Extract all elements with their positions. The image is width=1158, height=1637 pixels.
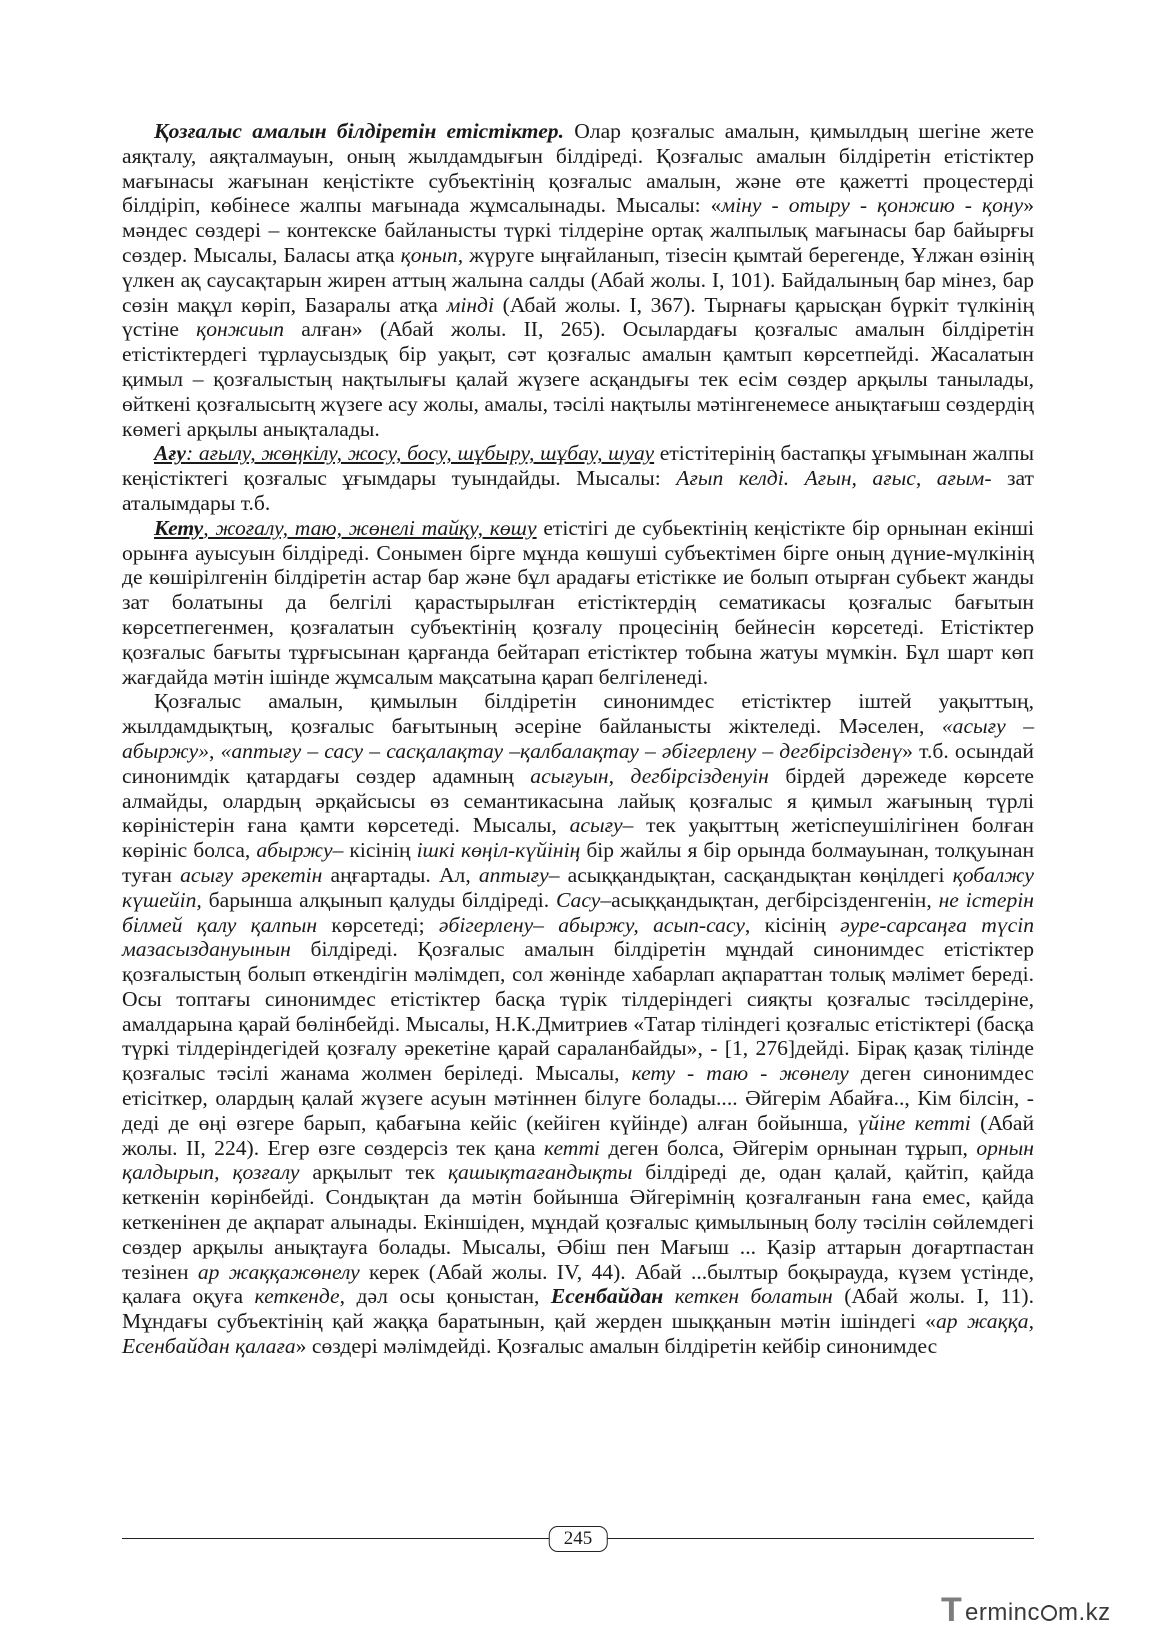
text-run: Есенбайдан — [550, 1284, 664, 1309]
page-footer — [122, 1524, 1034, 1554]
text-run: міну - отыру - қонжию - қону — [721, 193, 1024, 218]
text-run: әуре-сарсаңға түсіп мазасыздануынын — [122, 912, 1034, 962]
text-run: – асыққандықтан, сасқандықтан көңілдегі — [548, 862, 953, 887]
text-run: , дәл осы қоныстан, — [339, 1284, 551, 1309]
text-run: кеткенде — [254, 1284, 340, 1309]
text-run: орнын қалдырып, қозғалу — [122, 1135, 1034, 1185]
text-run: » т.б. осындай синонимдік қатардағы сөздер адамның — [122, 738, 1034, 788]
text-run: – тек уақыттың жетіспеушілігінен болған көрініс болса, — [122, 813, 1034, 863]
text-run: қобалжу күшейіп, — [122, 862, 1034, 912]
text-run: жүруге ыңғайланып, тізесін қымтай берегенде, Ұлжан өзінің үлкен ақ саусақтарын жирен аттың жалына салды (Абай жолы. І, 101). Байдалының бар мінез, бар сөзін мақұл көріп, Базаралы атқа — [122, 242, 1034, 317]
text-run: , жоғалу, таю, жөнелі тайқу, көшу — [203, 515, 537, 540]
text-run: қашықтағандықты — [447, 1160, 633, 1185]
text-run: көрсетеді; — [317, 912, 439, 937]
text-run: әбігерлену– абыржу, асып-сасу — [438, 912, 745, 937]
text-run: (Абай жолы. І, 11). Мұндағы субъектінің қай жаққа баратынын, қай жерден шыққанын мәтін ішіндегі « — [122, 1284, 1034, 1334]
text-run: барынша алқынып қалуды білдіреді. — [201, 887, 556, 912]
text-run: Ағып келді. Ағын, ағыс, ағым- — [676, 466, 992, 491]
text-run: «асығу – абыржу», «аптығу – сасу – сасқалақтау –қалбалақтау – әбігерлену – дегбірсізденү — [122, 714, 1034, 763]
text-run: Қозғалыс амалын, қимылын білдіретін синонимдес етістіктер іштей уақыттың, жылдамдықтың, қозғалыс бағытының әсеріне байланысты жіктеледі. Мәселен, — [122, 689, 1034, 739]
text-run: Кету — [154, 515, 204, 540]
text-run: ар жаққа, Есенбайдан қалаға — [122, 1309, 1034, 1359]
paragraph — [122, 119, 1034, 441]
text-run: бір жайлы я бір орында болмауынан, толқуынан туған — [122, 838, 1035, 887]
text-run: Сасу — [555, 887, 601, 912]
text-run: асығу әрекетін — [180, 862, 323, 887]
text-run: зат аталымдары т.б. — [122, 466, 1034, 515]
text-run: кету - таю - жөнелу — [631, 1061, 849, 1086]
text-run: : ағылу, жөңкілу, жосу, босу, шұбыру, шұбау, шуау — [185, 441, 655, 466]
text-run: Ағу — [154, 441, 186, 466]
text-run: деген синонимдес етісіткер, олардың қалай жүзеге асуын мәтіннен білуге болады.... Әйгерім Абайға.., Кім білсін, - деді де өңі өзгере барып, қабағына кейіс (кейіген күйінде) алған бойынша, — [122, 1061, 1034, 1135]
page-number: 245 — [549, 1526, 608, 1552]
text-run: ар жаққажөнелу — [197, 1259, 360, 1284]
text-run: білдіреді. Қозғалыс амалын білдіретін мұндай синонимдес етістіктер қозғалыстың болып өткендігін мәлімдеп, сол жөнінде хабарлап ақпараттан толық мәлімет береді. Осы топтағы синонимдес етістіктер басқа түрік тілдеріндегі сияқты қозғалыс тәсілдеріне, амалдарына қарай бөлінбейді. Мысалы, Н.К.Дмитриев «Татар тіліндегі қозғалыс етістіктері (басқа түркі тілдеріндегідей қозғалу әрекетіне қарай сараланбайды», - [1, 276]дейді. Бірақ қазақ тілінде қозғалыс тәсілі жанама жолмен беріледі. Мысалы, — [122, 937, 1034, 1086]
text-run: етістітерінің бастапқы ұғымынан жалпы кеңістіктегі қозғалыс ұғымдары туындайды. Мысалы: — [122, 441, 1034, 491]
text-run: қонжиып — [196, 317, 285, 342]
text-run: Олар қозғалыс амалын, қимылдың шегіне жете аяқталу, аяқталмауын, оның жылдамдығын білдіреді. Қозғалыс амалын білдіретін етістіктер мағынасы жағынан кеңістікте субъектінің қозғалыс амалын, және өте қажетті процестерді білдіріп, көбінесе жалпы мағынада жұмсалынады. Мысалы: « — [122, 119, 1034, 218]
text-run: – кісінің — [332, 838, 417, 863]
text-run: алған» (Абай жолы. ІІ, 265). Осылардағы қозғалыс амалын білдіретін етістіктердегі тұрлаусыздық бір уақыт, сәт қозғалыс амалын қамтып көрсетпейді. Жасалатын қимыл – қозғалыстың нақтылығы қалай жүзеге асқандығы тек есім сөздер арқылы танылады, өйткені қозғалысытң жүзеге асу жолы, амалы, тәсілі нақтылы мәтінгенемесе анықтағыш сөздердің көмегі арқылы анықталады. — [122, 317, 1034, 441]
body-text — [122, 119, 1034, 1359]
text-run: асығу — [569, 813, 623, 838]
watermark-t-glyph: T — [941, 1591, 962, 1629]
text-run: –асыққандықтан, дегбірсізденгенін, — [600, 887, 939, 912]
text-run: асығуын, дегбірсізденуін — [530, 763, 769, 788]
text-run: » мәндес сөздері – контекске байланысты түркі тілдеріне ортақ жалпылық мағынасы бар байырғы сөздер. Мысалы, Баласы атқа — [122, 193, 1034, 267]
text-run: білдіреді де, одан қалай, қайтіп, қайда кеткенін көрінбейді. Сондықтан да мәтін бойынша Әйгерімнің қозғалғанын ғана емес, қайда кеткенінен де ақпарат алынады. Екіншіден, мұндай қозғалыс қимылының болу тәсілін сөйлемдегі сөздер арқылы анықтауға болады. Мысалы, Әбіш пен Мағыш ... Қазір аттарын доғартпастан тезінен — [122, 1160, 1035, 1284]
paragraph — [122, 516, 1034, 690]
text-run — [663, 1284, 674, 1308]
text-run: бірдей дәрежеде көрсете алмайды, олардың әрқайсысы өз семантикасына лайық қозғалыс я қимыл жағының түрлі көріністерін ғана қамти көрсетеді. Мысалы, — [122, 763, 1034, 838]
text-run: абыржу — [256, 838, 333, 863]
text-run: (Абай жолы. І, 367). Тырнағы қарысқан бүркіт түлкінің үстіне — [122, 292, 1035, 342]
text-run: аңғартады. Ал, — [322, 862, 479, 887]
text-run: аптығу — [478, 862, 549, 887]
text-run: не істерін білмей қалу қалпын — [122, 887, 1034, 937]
watermark-text: erminc m.kz — [965, 1599, 1111, 1626]
text-run: ішкі көңіл-күйінің — [416, 838, 581, 863]
text-run: » сөздері мәлімдейді. Қозғалыс амалын білдіретін кейбір синонимдес — [295, 1334, 938, 1359]
text-run: кеткен болатын — [674, 1284, 833, 1309]
text-run: Қозғалыс амалын білдіретін етістіктер. — [154, 119, 564, 143]
text-run: етістігі де субьектінің кеңістікте бір орнынан екінші орынға ауысуын білдіреді. Сонымен бірге мұнда көшуші субъектімен бірге оның дүние-мүлкінің де көшірілгенін білдіретін астар бар және бұл арадағы етістікке ие болып отырған субьект жанды зат болатыны да белгілі қарастырылған етістіктердің сематикасы қозғалыс бағытын көрсетпегенмен, қозғалатын субъектінің қозғалу процесінің бейнесін көрсетеді. Етістіктер қозғалыс бағыты тұрғысынан қарғанда бейтарап етістіктер тобына жатуы мүмкін. Бұл шарт көп жағдайда мәтін ішінде жұмсалым мақсатына қарап белгіленеді. — [122, 515, 1034, 689]
text-run: , кісінің — [744, 912, 841, 937]
text-run: (Абай жолы. ІІ, 224). Егер өзге сөздерсіз тек қана — [122, 1110, 1034, 1160]
text-run: арқылыт тек — [299, 1160, 448, 1185]
text-run: деген болса, Әйгерім орнынан тұрып, — [599, 1135, 977, 1160]
watermark-logo — [941, 1591, 1148, 1629]
text-run: керек (Абай жолы. ІV, 44). Абай ...былтыр боқырауда, күзем үстінде, қалаға оқуға — [122, 1259, 1034, 1309]
text-run: мінді — [446, 292, 494, 317]
paragraph — [122, 689, 1034, 1359]
text-run: үйіне кетті — [857, 1110, 971, 1135]
text-run: кетті — [543, 1135, 600, 1160]
text-run: қонып, — [400, 242, 464, 267]
paragraph — [122, 441, 1034, 515]
